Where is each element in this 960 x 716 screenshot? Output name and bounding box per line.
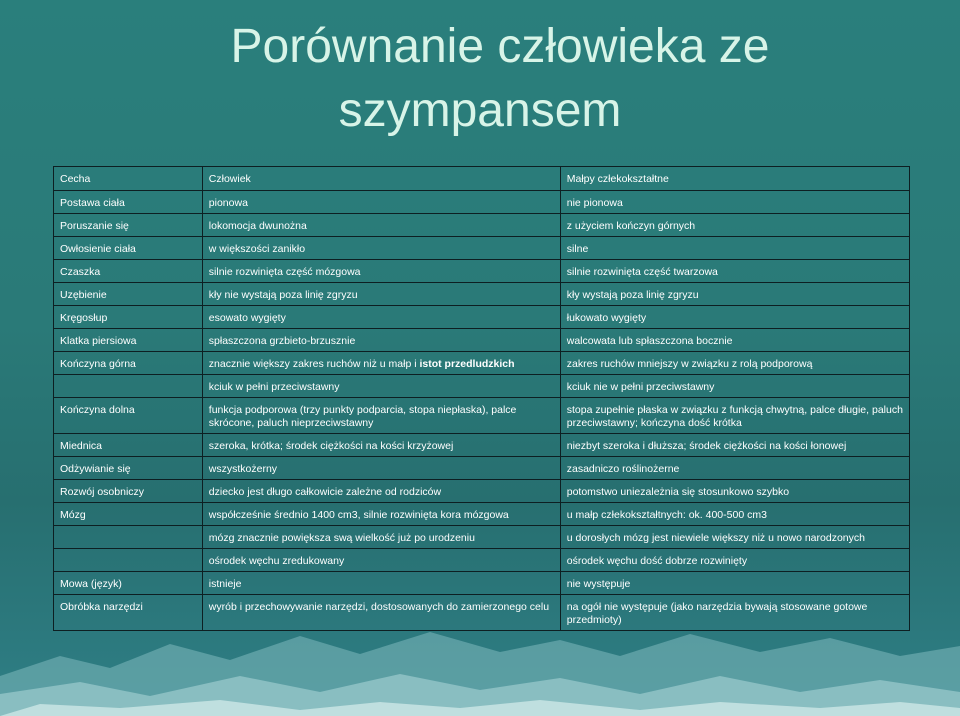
- table-cell: stopa zupełnie płaska w związku z funkcją chwytną, palce długie, paluch przeciwstawny; kończyna dość krótka: [560, 398, 909, 434]
- table-cell: zakres ruchów mniejszy w związku z rolą podporową: [560, 352, 909, 375]
- table-row: [54, 167, 910, 191]
- table-row: [54, 595, 910, 631]
- table-row: [54, 237, 910, 260]
- table-row: [54, 260, 910, 283]
- table-cell: Poruszanie się: [54, 214, 203, 237]
- table-cell: [202, 352, 560, 375]
- table-cell: Obróbka narzędzi: [54, 595, 203, 631]
- table-cell: lokomocja dwunożna: [202, 214, 560, 237]
- table-row: [54, 352, 910, 375]
- table-cell: nie pionowa: [560, 191, 909, 214]
- table-cell: Odżywianie się: [54, 457, 203, 480]
- table-cell: [54, 375, 203, 398]
- table-cell: Rozwój osobniczy: [54, 480, 203, 503]
- table-row: [54, 398, 910, 434]
- table-cell: Klatka piersiowa: [54, 329, 203, 352]
- table-cell: Postawa ciała: [54, 191, 203, 214]
- table-cell: mózg znacznie powiększa swą wielkość już po urodzeniu: [202, 526, 560, 549]
- table-cell: Mowa (język): [54, 572, 203, 595]
- table-cell: wyrób i przechowywanie narzędzi, dostosowanych do zamierzonego celu: [202, 595, 560, 631]
- cell-text-bold: istot przedludzkich: [419, 358, 515, 370]
- table-cell: Owłosienie ciała: [54, 237, 203, 260]
- table-cell: współcześnie średnio 1400 cm3, silnie rozwinięta kora mózgowa: [202, 503, 560, 526]
- table-row: [54, 549, 910, 572]
- table-cell: zasadniczo roślinożerne: [560, 457, 909, 480]
- table-cell: silnie rozwinięta część mózgowa: [202, 260, 560, 283]
- table-cell: [54, 526, 203, 549]
- table-row: [54, 434, 910, 457]
- page-title: [0, 18, 960, 140]
- table-cell: kciuk nie w pełni przeciwstawny: [560, 375, 909, 398]
- table-cell: Kończyna górna: [54, 352, 203, 375]
- table-row: [54, 283, 910, 306]
- table-cell: nie występuje: [560, 572, 909, 595]
- table-row: [54, 457, 910, 480]
- table-cell: kły wystają poza linię zgryzu: [560, 283, 909, 306]
- table-row: [54, 191, 910, 214]
- table-cell: niezbyt szeroka i dłuższa; środek ciężkości na kości łonowej: [560, 434, 909, 457]
- table-cell: wszystkożerny: [202, 457, 560, 480]
- table-cell: w większości zanikło: [202, 237, 560, 260]
- table-cell: łukowato wygięty: [560, 306, 909, 329]
- table-cell: Miednica: [54, 434, 203, 457]
- table-row: [54, 480, 910, 503]
- table-cell: potomstwo uniezależnia się stosunkowo szybko: [560, 480, 909, 503]
- table-row: [54, 214, 910, 237]
- table-cell: silnie rozwinięta część twarzowa: [560, 260, 909, 283]
- table-cell: spłaszczona grzbieto-brzusznie: [202, 329, 560, 352]
- table-cell: istnieje: [202, 572, 560, 595]
- table-cell: z użyciem kończyn górnych: [560, 214, 909, 237]
- table-cell: kciuk w pełni przeciwstawny: [202, 375, 560, 398]
- table-cell: Uzębienie: [54, 283, 203, 306]
- table-cell: walcowata lub spłaszczona bocznie: [560, 329, 909, 352]
- comparison-table: [53, 166, 910, 631]
- table-row: [54, 375, 910, 398]
- table-cell: Kończyna dolna: [54, 398, 203, 434]
- table-cell: Małpy człekokształtne: [560, 167, 909, 191]
- table-row: [54, 503, 910, 526]
- table-row: [54, 526, 910, 549]
- table-cell: Człowiek: [202, 167, 560, 191]
- table-cell: szeroka, krótka; środek ciężkości na kości krzyżowej: [202, 434, 560, 457]
- table-cell: Czaszka: [54, 260, 203, 283]
- table-cell: silne: [560, 237, 909, 260]
- table-row: [54, 306, 910, 329]
- table-cell: funkcja podporowa (trzy punkty podparcia, stopa niepłaska), palce skrócone, paluch nieprzeciwstawny: [202, 398, 560, 434]
- cell-text: znacznie większy zakres ruchów niż u małp i: [208, 358, 420, 370]
- table-cell: Mózg: [54, 503, 203, 526]
- table-cell: dziecko jest długo całkowicie zależne od rodziców: [202, 480, 560, 503]
- table-cell: u dorosłych mózg jest niewiele większy niż u nowo narodzonych: [560, 526, 909, 549]
- table-cell: [54, 549, 203, 572]
- table-cell: ośrodek węchu zredukowany: [202, 549, 560, 572]
- table-row: [54, 572, 910, 595]
- title-line-1: Porównanie człowieka ze: [230, 20, 770, 73]
- table-cell: Cecha: [54, 167, 203, 191]
- table-row: [54, 329, 910, 352]
- table-cell: u małp człekokształtnych: ok. 400-500 cm3: [560, 503, 909, 526]
- table-cell: pionowa: [202, 191, 560, 214]
- table-cell: ośrodek węchu dość dobrze rozwinięty: [560, 549, 909, 572]
- title-line-2: szympansem: [338, 84, 622, 137]
- table-cell: esowato wygięty: [202, 306, 560, 329]
- table-cell: na ogół nie występuje (jako narzędzia bywają stosowane gotowe przedmioty): [560, 595, 909, 631]
- table-cell: kły nie wystają poza linię zgryzu: [202, 283, 560, 306]
- table-cell: Kręgosłup: [54, 306, 203, 329]
